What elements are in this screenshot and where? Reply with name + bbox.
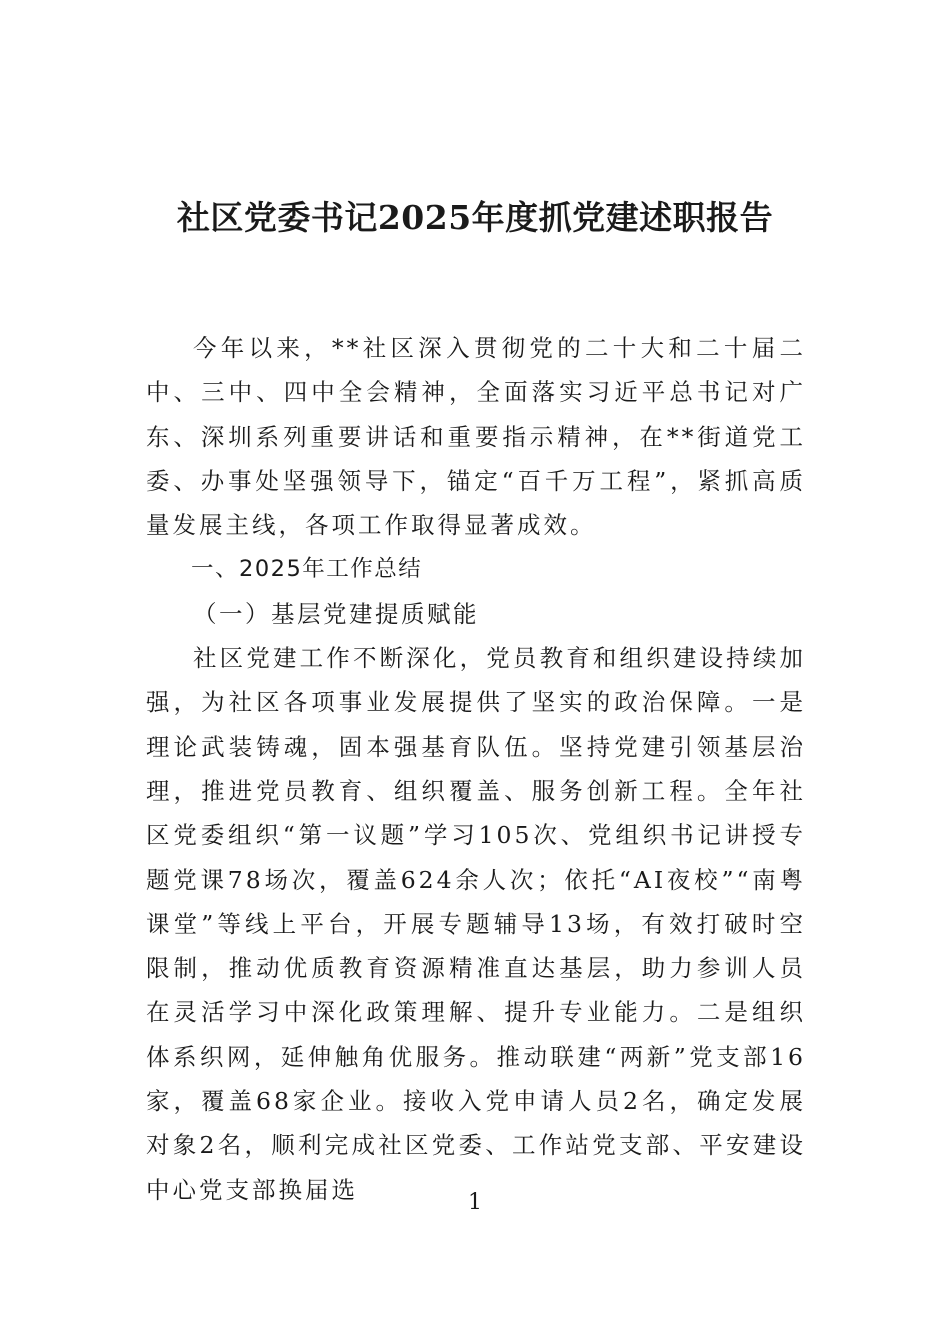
document-title: 社区党委书记2025年度抓党建述职报告	[176, 198, 774, 237]
body-paragraph: 社区党建工作不断深化，党员教育和组织建设持续加强，为社区各项事业发展提供了坚实的政治保障。一是理论武装铸魂，固本强基育队伍。坚持党建引领基层治理，推进党员教育、组织覆盖、服务创新工程。全年社区党委组织“第一议题”学习105次、党组织书记讲授专题党课78场次，覆盖624余人次；依托“AI夜校”“南粤课堂”等线上平台，开展专题辅导13场，有效打破时空限制，推动优质教育资源精准直达基层，助力参训人员在灵活学习中深化政策理解、提升专业能力。二是组织体系织网，延伸触角优服务。推动联建“两新”党支部16家，覆盖68家企业。接收入党申请人员2名，确定发展对象2名，顺利完成社区党委、工作站党支部、平安建设中心党支部换届选	[146, 644, 806, 1204]
document-body	[146, 326, 806, 1212]
page-number: 1	[468, 1190, 482, 1215]
section-heading: 一、2025年工作总结	[191, 556, 423, 583]
subsection-heading: （一）基层党建提质赋能	[193, 599, 479, 628]
intro-paragraph: 今年以来，**社区深入贯彻党的二十大和二十届二中、三中、四中全会精神，全面落实习近平总书记对广东、深圳系列重要讲话和重要指示精神，在**街道党工委、办事处坚强领导下，锚定“百千万工程”，紧抓高质量发展主线，各项工作取得显著成效。	[146, 334, 806, 540]
